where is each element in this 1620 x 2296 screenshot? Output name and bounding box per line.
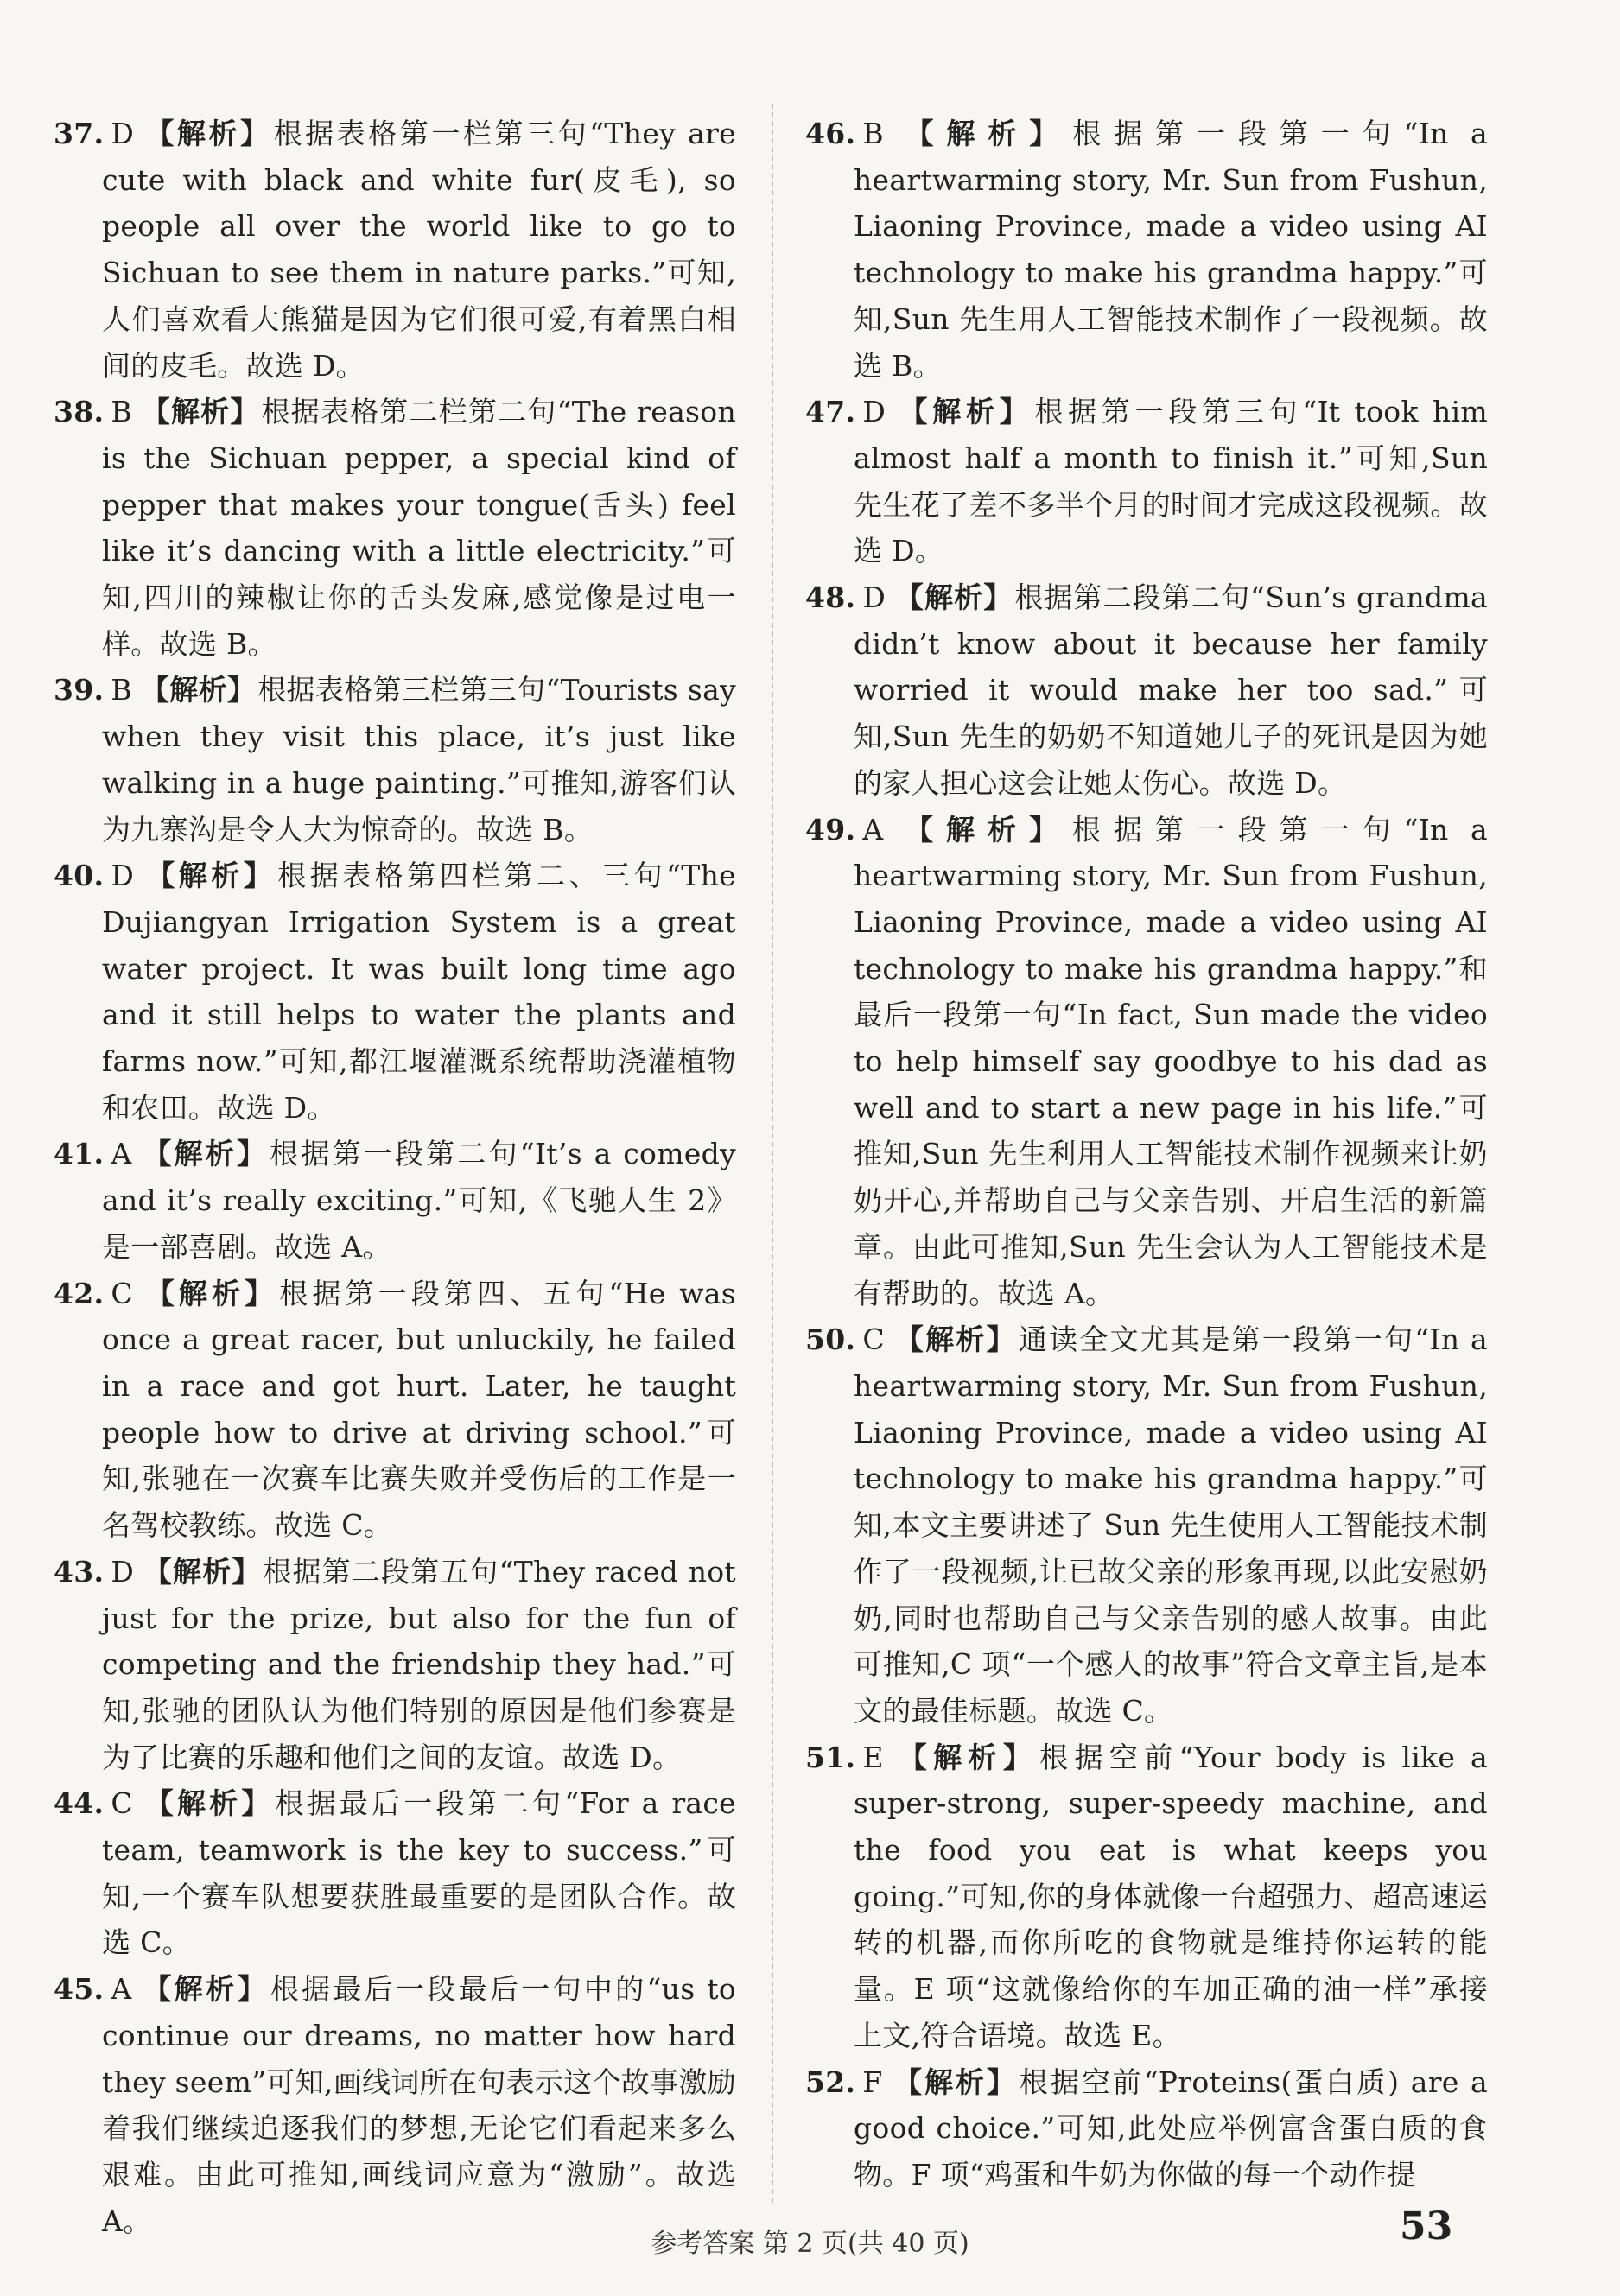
question-number: 38. [54, 395, 105, 429]
analysis-text: 根据第二段第五句“They raced not just for the prize, but also for the fun of competing and the friendship they had.”可知,张驰的团队认为他们特别的原因是他们参赛是为了比赛的乐趣和他们之间的友谊。故选 D。 [102, 1554, 736, 1774]
answer-item [805, 574, 1488, 807]
answer-item [805, 1735, 1488, 2059]
answer-letter: D [862, 395, 886, 429]
question-number: 49. [805, 812, 856, 847]
analysis-tag: 【解析】 [141, 1786, 274, 1821]
answer-item [54, 1131, 736, 1270]
answer-item [805, 389, 1488, 574]
answer-item [54, 853, 736, 1131]
answer-letter: D [111, 117, 135, 150]
question-number: 46. [805, 117, 856, 150]
question-number: 40. [54, 859, 105, 893]
analysis-text: 根据表格第一栏第三句“They are cute with black and white fur(皮毛), so people all over the world like to go to Sichuan to see them in nature parks.”可知,人们喜欢看大熊猫是因为它们很可爱,有着黑白相间的皮毛。故选 D。 [102, 117, 736, 383]
answer-letter: C [111, 1786, 133, 1821]
analysis-text: 根据第一段第四、五句“He was once a great racer, but unluckily, he failed in a race and got hurt. Later, he taught people how to drive at driving school.”可知,张驰在一次赛车比赛失败并受伤后的工作是一名驾校教练。故选 C。 [102, 1276, 736, 1543]
answer-item [805, 807, 1488, 1317]
analysis-text: 通读全文尤其是第一段第一句“In a heartwarming story, Mr. Sun from Fushun, Liaoning Province, made a video using AI technology to make his grandma happy.”可知,本文主要讲述了 Sun 先生使用人工智能技术制作了一段视频,让已故父亲的形象再现,以此安慰奶奶,同时也帮助自己与父亲告别的感人故事。由此可推知,C 项“一个感人的故事”符合文章主旨,是本文的最佳标题。故选 C。 [854, 1322, 1488, 1728]
answer-item [805, 1316, 1488, 1734]
analysis-tag: 【解析】 [143, 1554, 262, 1589]
answer-item [805, 2059, 1488, 2198]
answer-item [54, 1549, 736, 1781]
question-number: 47. [805, 395, 856, 429]
analysis-text: 根据第一段第三句“It took him almost half a month to finish it.”可知,Sun 先生花了差不多半个月的时间才完成这段视频。故选 D。 [854, 395, 1488, 568]
left-column [54, 111, 736, 2244]
page-number: 53 [1400, 2204, 1453, 2248]
analysis-tag: 【解析】 [143, 117, 272, 150]
answer-item [54, 1271, 736, 1549]
question-number: 41. [54, 1137, 105, 1171]
question-number: 52. [805, 2064, 856, 2099]
analysis-text: 根据最后一段第二句“For a race team, teamwork is the key to success.”可知,一个赛车队想要获胜最重要的是团队合作。故选 C。 [102, 1786, 736, 1960]
analysis-tag: 【解析】 [140, 1972, 269, 2007]
question-number: 48. [805, 580, 856, 615]
question-number: 44. [54, 1786, 105, 1821]
answer-item [54, 111, 736, 389]
analysis-text: 根据表格第四栏第二、三句“The Dujiangyan Irrigation System is a great water project. It was built long time ago and it still helps to water the plants and farms now.”可知,都江堰灌溉系统帮助浇灌植物和农田。故选 D。 [102, 859, 736, 1125]
answer-item [54, 389, 736, 667]
column-divider [772, 104, 773, 2203]
analysis-text: 根据第一段第一句“In a heartwarming story, Mr. Sun from Fushun, Liaoning Province, made a video using AI technology to make his grandma happy.”可知,Sun 先生用人工智能技术制作了一段视频。故选 B。 [854, 117, 1488, 383]
analysis-text: 根据第一段第二句“It’s a comedy and it’s really exciting.”可知,《飞驰人生 2》是一部喜剧。故选 A。 [102, 1137, 736, 1264]
question-number: 51. [805, 1740, 856, 1774]
answer-letter: D [862, 580, 886, 615]
analysis-tag: 【解析】 [894, 580, 1013, 615]
answer-letter: D [111, 859, 135, 893]
answer-item [805, 111, 1488, 389]
analysis-tag: 【解析】 [141, 1276, 278, 1310]
analysis-tag: 【解析】 [892, 1740, 1039, 1774]
analysis-text: 根据空前“Proteins(蛋白质) are a good choice.”可知,此处应举例富含蛋白质的食物。F 项“鸡蛋和牛奶为你做的每一个动作提 [854, 2064, 1488, 2191]
analysis-tag: 【解析】 [143, 859, 276, 893]
analysis-tag: 【解析】 [892, 812, 1070, 847]
answer-letter: E [862, 1740, 884, 1774]
answer-item [54, 1966, 736, 2244]
analysis-tag: 【解析】 [894, 395, 1033, 429]
analysis-tag: 【解析】 [140, 673, 257, 707]
analysis-text: 根据空前“Your body is like a super-strong, super-speedy machine, and the food you eat is what keeps you going.”可知,你的身体就像一台超强力、超高速运转的机器,而你所吃的食物就是维持你运转的能量。E 项“这就像给你的车加正确的油一样”承接上文,符合语境。故选 E。 [854, 1740, 1488, 2052]
analysis-tag: 【解析】 [892, 117, 1071, 150]
question-number: 39. [54, 673, 105, 707]
question-number: 37. [54, 117, 105, 150]
question-number: 43. [54, 1554, 105, 1589]
answer-letter: B [862, 117, 884, 150]
answer-item [54, 667, 736, 853]
answer-letter: A [111, 1972, 132, 2007]
analysis-tag: 【解析】 [140, 1137, 269, 1171]
answer-letter: C [862, 1322, 885, 1357]
right-column [805, 111, 1488, 2198]
analysis-tag: 【解析】 [891, 2064, 1018, 2099]
analysis-text: 根据表格第三栏第三句“Tourists say when they visit this place, it’s just like walking in a huge painting.”可推知,游客们认为九寨沟是令人大为惊奇的。故选 B。 [102, 673, 737, 847]
answer-letter: D [111, 1554, 135, 1589]
answer-letter: B [111, 673, 132, 707]
answer-item [54, 1780, 736, 1966]
analysis-text: 根据表格第二栏第二句“The reason is the Sichuan pepper, a special kind of pepper that makes your tongue(舌头) feel like it’s dancing with a little electricity.”可知,四川的辣椒让你的舌头发麻,感觉像是过电一样。故选 B。 [102, 395, 736, 661]
analysis-text: 根据第一段第一句“In a heartwarming story, Mr. Sun from Fushun, Liaoning Province, made a video using AI technology to make his grandma happy.”和最后一段第一句“In fact, Sun made the video to help himself say goodbye to his dad as well and to start a new page in his life.”可推知,Sun 先生利用人工智能技术制作视频来让奶奶开心,并帮助自己与父亲告别、开启生活的新篇章。由此可推知,Sun 先生会认为人工智能技术是有帮助的。故选 A。 [854, 812, 1489, 1310]
question-number: 50. [805, 1322, 856, 1357]
answer-letter: C [111, 1276, 133, 1310]
answer-letter: F [862, 2064, 883, 2099]
question-number: 45. [54, 1972, 105, 2007]
analysis-tag: 【解析】 [893, 1322, 1017, 1357]
analysis-tag: 【解析】 [140, 395, 260, 429]
answer-letter: A [862, 812, 884, 847]
answer-letter: B [111, 395, 132, 429]
page-footer: 参考答案 第 2 页(共 40 页) [651, 2229, 969, 2259]
question-number: 42. [54, 1276, 105, 1310]
analysis-text: 根据第二段第二句“Sun’s grandma didn’t know about it because her family worried it would make her too sad.”可知,Sun 先生的奶奶不知道她儿子的死讯是因为她的家人担心这会让她太伤心。故选 D。 [854, 580, 1489, 800]
analysis-text: 根据最后一段最后一句中的“us to continue our dreams, no matter how hard they seem”可知,画线词所在句表示这个故事激励着我们继续追逐我们的梦想,无论它们看起来多么艰难。由此可推知,画线词应意为“激励”。故选 A。 [102, 1972, 737, 2238]
answer-letter: A [111, 1137, 132, 1171]
